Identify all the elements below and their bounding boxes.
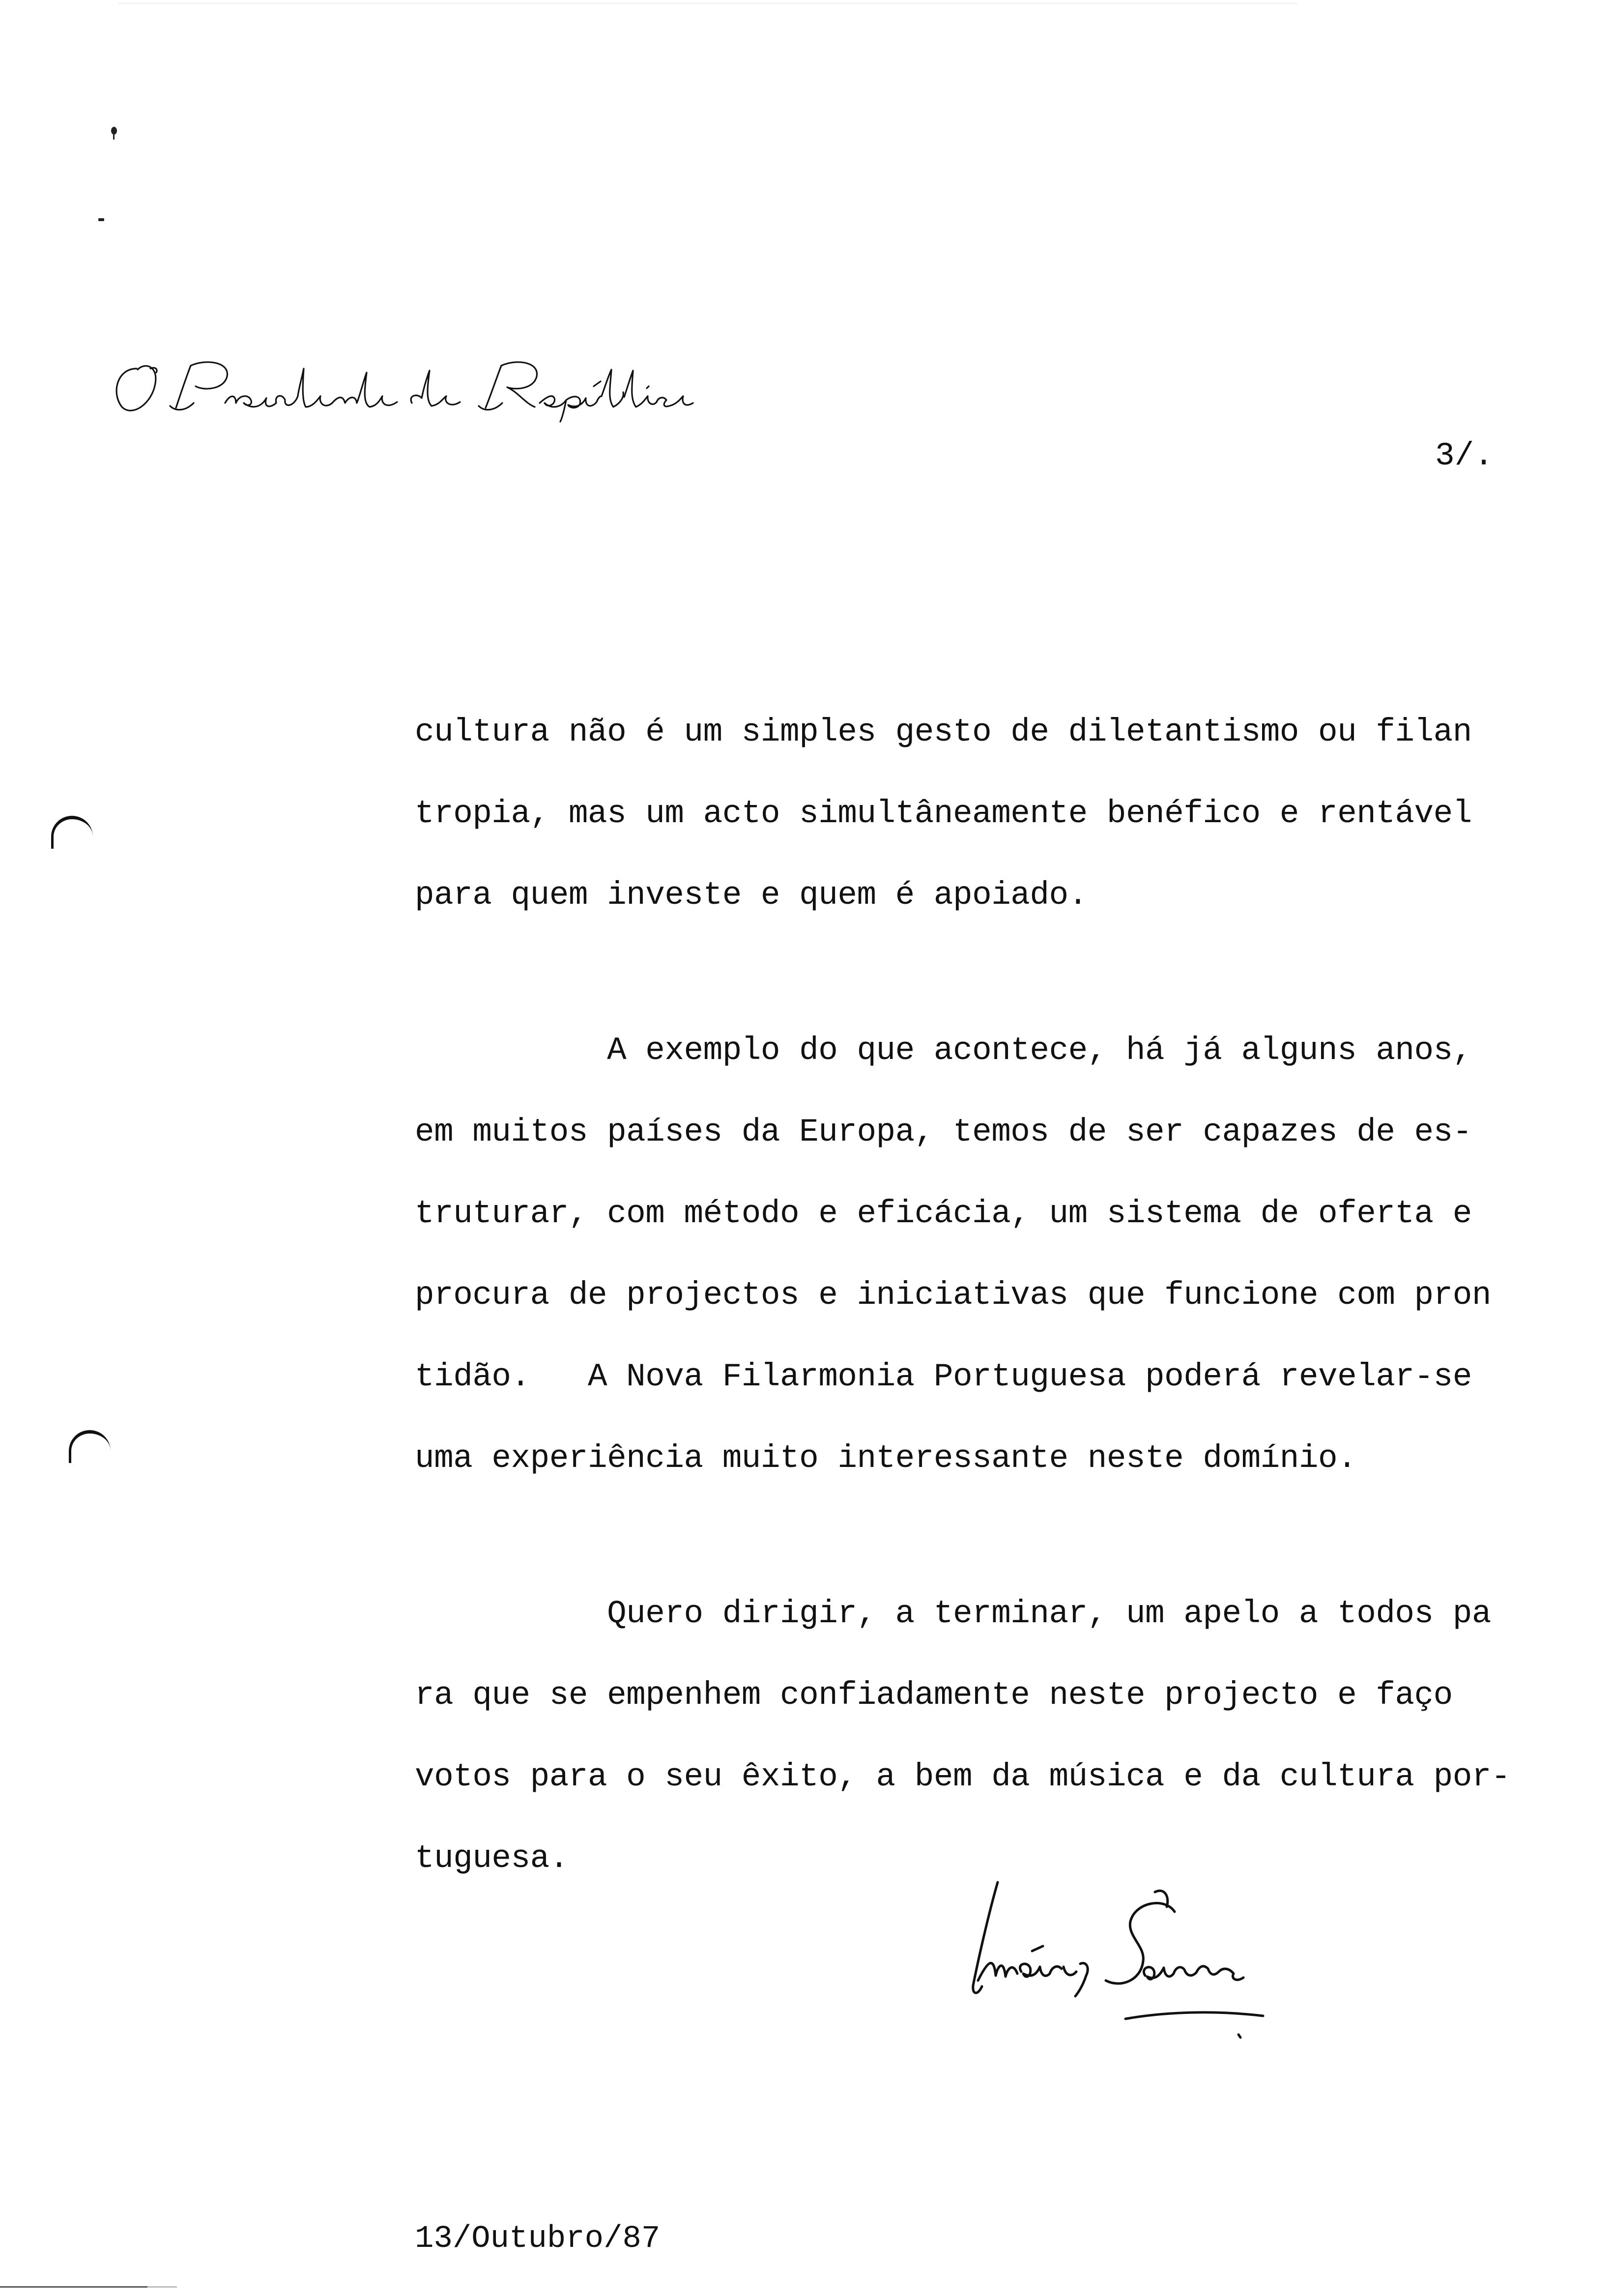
text-line: A exemplo do que acontece, há já alguns anos, — [415, 1032, 1472, 1069]
text-line: para quem investe e quem é apoiado. — [415, 877, 1088, 914]
paragraph — [415, 1026, 1526, 1516]
text-line: em muitos países da Europa, temos de ser capazes de es- — [415, 1114, 1472, 1150]
text-line: ra que se empenhem confiadamente neste projecto e faço — [415, 1677, 1453, 1714]
signature-drawing — [958, 1863, 1302, 2054]
scan-edge-bottom — [0, 2286, 1612, 2288]
scan-edge-top — [118, 3, 1297, 4]
letter-body — [415, 708, 1526, 1916]
text-line: truturar, com método e eficácia, um sistema de oferta e — [415, 1195, 1472, 1232]
letterhead-script — [107, 349, 697, 423]
scan-speck — [111, 127, 117, 135]
text-line: votos para o seu êxito, a bem da música e da cultura por- — [415, 1758, 1511, 1795]
punch-hole-mark — [69, 1430, 111, 1463]
page-number: 3/. — [1435, 437, 1494, 474]
text-line: tropia, mas um acto simultâneamente benéfico e rentável — [415, 795, 1472, 832]
text-line: Quero dirigir, a terminar, um apelo a todos pa — [415, 1595, 1491, 1632]
text-line: procura de projectos e iniciativas que funcione com pron — [415, 1277, 1491, 1314]
punch-hole-mark — [51, 816, 93, 849]
text-line: tuguesa. — [415, 1840, 569, 1877]
date: 13/Outubro/87 — [415, 2221, 661, 2257]
letterhead — [107, 349, 697, 423]
text-line: cultura não é um simples gesto de diletantismo ou filan — [415, 714, 1472, 750]
paragraph — [415, 708, 1526, 952]
handwritten-signature — [958, 1863, 1302, 2054]
scan-speck — [98, 218, 104, 221]
text-line: tidão. A Nova Filarmonia Portuguesa poderá revelar-se — [415, 1358, 1472, 1395]
text-line: uma experiência muito interessante neste domínio. — [415, 1440, 1357, 1477]
